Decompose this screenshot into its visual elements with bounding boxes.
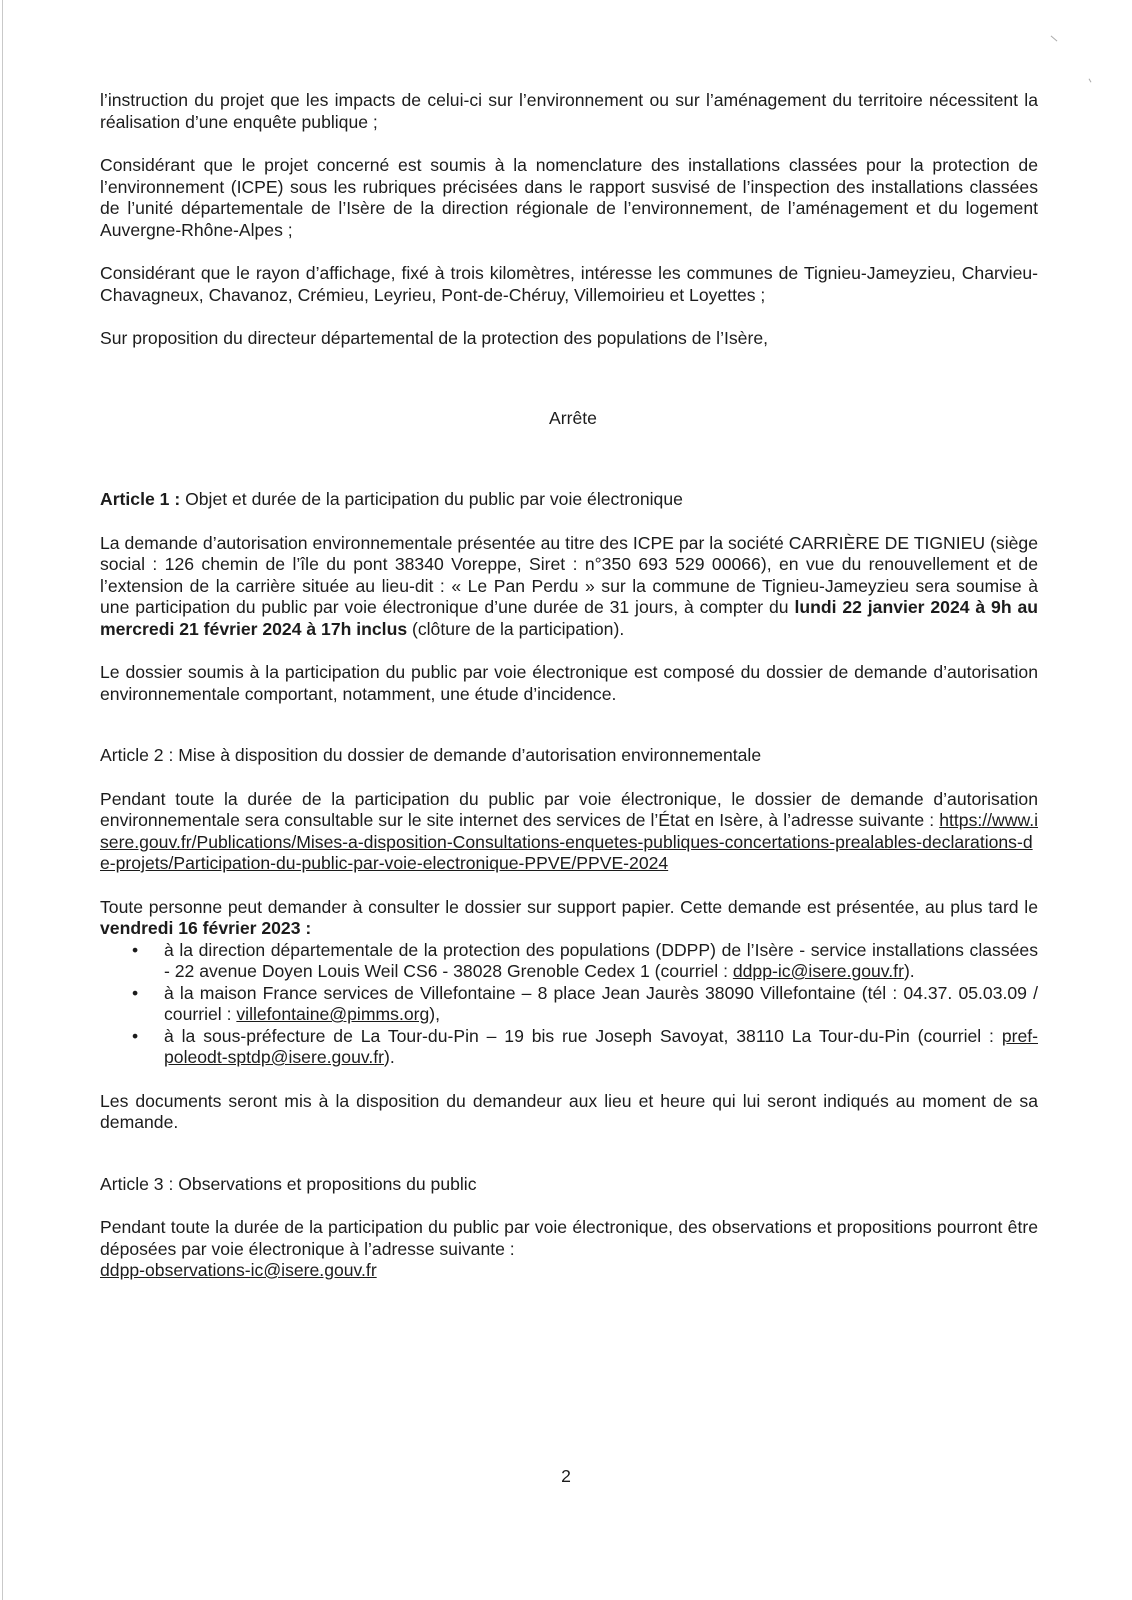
scan-mark bbox=[1051, 36, 1058, 42]
article-3-paragraph-1: Pendant toute la durée de la participation du public par voie électronique, des observations et propositions pourront être déposées par voie électronique à l’adresse suivante : bbox=[100, 1217, 1038, 1259]
list-item-ddpp bbox=[164, 940, 1038, 983]
scan-edge-line bbox=[2, 0, 3, 1600]
list-item-france-services bbox=[164, 983, 1038, 1026]
list-item-sous-prefecture bbox=[164, 1026, 1038, 1069]
email-link-sptdp[interactable]: pref-poleodt-sptdp@isere.gouv.fr bbox=[164, 1025, 1038, 1067]
article-2-text: Pendant toute la durée de la participation du public par voie électronique, le dossier de demande d’autorisation environnementale sera consultable sur le site internet des services de l’État en Isère, à l’adresse suivante : bbox=[100, 788, 1038, 830]
email-link-observations[interactable]: ddpp-observations-ic@isere.gouv.fr bbox=[100, 1260, 377, 1280]
article-1-text-end: (clôture de la participation). bbox=[407, 618, 625, 639]
paragraph-rayon-affichage: Considérant que le rayon d’affichage, fixé à trois kilomètres, intéresse les communes de Tignieu-Jameyzieu, Charvieu-Chavagneux, Chavanoz, Crémieu, Leyrieu, Pont-de-Chéruy, Villemoirieu et Loyettes ; bbox=[100, 263, 1038, 305]
arrete-heading: Arrête bbox=[549, 407, 597, 428]
list-item-text: à la maison France services de Villefontaine – 8 place Jean Jaurès 38090 Villefontaine (tél : 04.37. 05.03.09 / courriel : bbox=[164, 982, 1038, 1024]
list-item-punct: ). bbox=[383, 1047, 395, 1067]
article-3-email-line bbox=[100, 1260, 1038, 1282]
deadline-date: vendredi 16 février 2023 : bbox=[100, 918, 312, 938]
article-1-paragraph-2: Le dossier soumis à la participation du public par voie électronique est composé du dossier de demande d’autorisation environnementale comportant, notamment, une étude d’incidence. bbox=[100, 662, 1038, 704]
consultation-locations-list bbox=[100, 940, 1038, 1069]
article-3-heading: Article 3 : Observations et propositions du public bbox=[100, 1173, 477, 1194]
article-2-paragraph-2 bbox=[100, 897, 1038, 940]
list-item-text: à la direction départementale de la protection des populations (DDPP) de l’Isère - service installations classées - 22 avenue Doyen Louis Weil CS6 - 38028 Grenoble Cedex 1 (courriel : bbox=[164, 939, 1038, 981]
paragraph-proposition: Sur proposition du directeur départemental de la protection des populations de l’Isère, bbox=[100, 328, 768, 348]
article-1-paragraph-1 bbox=[100, 533, 1038, 641]
email-link-ddpp[interactable]: ddpp-ic@isere.gouv.fr bbox=[732, 961, 904, 981]
paragraph-instruction: l’instruction du projet que les impacts de celui-ci sur l’environnement ou sur l’aménagement du territoire nécessitent la réalisation d’une enquête publique ; bbox=[100, 90, 1038, 132]
article-2-paragraph-1 bbox=[100, 789, 1038, 875]
article-1-text: La demande d’autorisation environnementale présentée au titre des ICPE par la société CARRIÈRE DE TIGNIEU (siège social : 126 chemin de l’île du pont 38340 Voreppe, Siret : n°350 693 529 00066), en vue du renouvellement et de l’extension de la carrière située au lieu-dit : « Le Pan Perdu » sur la commune de Tignieu-Jameyzieu sera soumise à une participation du public par voie électronique d’une durée de 31 jours, à compter du bbox=[100, 532, 1038, 617]
participation-dates: lundi 22 janvier 2024 à 9h au mercredi 21 février 2024 à 17h inclus bbox=[100, 597, 1038, 639]
paragraph-icpe: Considérant que le projet concerné est soumis à la nomenclature des installations classées pour la protection de l’environnement (ICPE) sous les rubriques précisées dans le rapport susvisé de l’inspection des installations classées de l’unité départementale de l’Isère de la direction régionale de l’environnement, de l’aménagement et du logement Auvergne-Rhône-Alpes ; bbox=[100, 155, 1038, 240]
article-1-heading bbox=[100, 489, 1038, 511]
article-2-paragraph-3: Les documents seront mis à la disposition du demandeur aux lieu et heure qui lui seront indiqués au moment de sa demande. bbox=[100, 1090, 1038, 1132]
list-item-text: à la sous-préfecture de La Tour-du-Pin – 19 bis rue Joseph Savoyat, 38110 La Tour-du-Pin (courriel : bbox=[164, 1025, 1002, 1046]
list-item-punct: ), bbox=[429, 1004, 441, 1024]
article-1-label: Article 1 : bbox=[100, 489, 181, 509]
ppve-link[interactable]: https://www.isere.gouv.fr/Publications/Mises-a-disposition-Consultations-enquetes-publiques-concertations-prealables-declarations-de-projets/Participation-du-public-par-voie-electronique-PPVE/PPVE-2024 bbox=[100, 810, 1038, 873]
email-link-villefontaine[interactable]: villefontaine@pimms.org bbox=[236, 1004, 430, 1024]
page-number: 2 bbox=[561, 1466, 571, 1486]
document-body bbox=[100, 90, 1038, 1282]
scan-mark bbox=[1089, 79, 1092, 83]
article-1-title: Objet et durée de la participation du public par voie électronique bbox=[180, 489, 683, 509]
list-item-punct: ). bbox=[903, 961, 915, 981]
article-2-heading: Article 2 : Mise à disposition du dossier de demande d’autorisation environnementale bbox=[100, 745, 762, 765]
article-2-text-2: Toute personne peut demander à consulter le dossier sur support papier. Cette demande est présentée, au plus tard le bbox=[100, 896, 1038, 917]
